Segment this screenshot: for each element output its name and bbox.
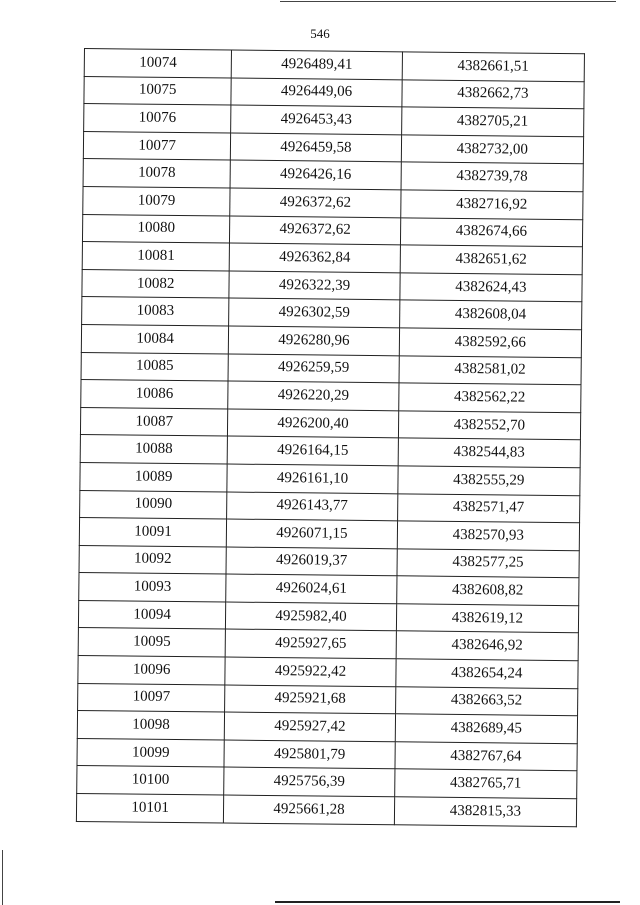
- y-coordinate-cell: 4382571,47: [397, 493, 580, 523]
- table-body: [76, 49, 584, 827]
- x-coordinate-cell: 4926164,15: [227, 436, 398, 465]
- x-coordinate-cell: 4926200,40: [228, 409, 399, 438]
- point-number-cell: 10085: [81, 352, 229, 381]
- point-number-cell: 10081: [82, 242, 230, 271]
- point-number-cell: 10089: [80, 462, 228, 491]
- y-coordinate-cell: 4382651,62: [400, 245, 583, 275]
- point-number-cell: 10076: [84, 104, 232, 133]
- point-number-cell: 10084: [81, 324, 229, 353]
- x-coordinate-cell: 4926362,84: [229, 243, 400, 272]
- x-coordinate-cell: 4926280,96: [229, 326, 400, 355]
- x-coordinate-cell: 4925661,28: [224, 795, 395, 824]
- point-number-cell: 10096: [78, 656, 226, 685]
- y-coordinate-cell: 4382624,43: [400, 273, 583, 303]
- x-coordinate-cell: 4926372,62: [230, 216, 401, 245]
- point-number-cell: 10087: [80, 407, 228, 436]
- y-coordinate-cell: 4382552,70: [398, 411, 581, 441]
- x-coordinate-cell: 4926161,10: [227, 464, 398, 493]
- x-coordinate-cell: 4926259,59: [228, 354, 399, 383]
- x-coordinate-cell: 4925801,79: [224, 740, 395, 769]
- y-coordinate-cell: 4382732,00: [401, 135, 584, 165]
- y-coordinate-cell: 4382570,93: [397, 521, 580, 551]
- x-coordinate-cell: 4926322,39: [229, 271, 400, 300]
- x-coordinate-cell: 4926426,16: [230, 160, 401, 189]
- point-number-cell: 10080: [82, 214, 230, 243]
- x-coordinate-cell: 4925756,39: [224, 767, 395, 796]
- y-coordinate-cell: 4382619,12: [396, 604, 579, 634]
- x-coordinate-cell: 4925921,68: [225, 685, 396, 714]
- x-coordinate-cell: 4926220,29: [228, 381, 399, 410]
- y-coordinate-cell: 4382689,45: [395, 714, 578, 744]
- top-edge-rule: [280, 1, 616, 2]
- y-coordinate-cell: 4382555,29: [398, 466, 581, 496]
- x-coordinate-cell: 4925922,42: [225, 657, 396, 686]
- y-coordinate-cell: 4382608,82: [396, 576, 579, 606]
- left-edge-rule: [2, 850, 3, 905]
- x-coordinate-cell: 4926459,58: [231, 133, 402, 162]
- x-coordinate-cell: 4926071,15: [227, 519, 398, 548]
- x-coordinate-cell: 4925927,42: [225, 712, 396, 741]
- x-coordinate-cell: 4926372,62: [230, 188, 401, 217]
- y-coordinate-cell: 4382663,52: [395, 686, 578, 716]
- x-coordinate-cell: 4925982,40: [226, 602, 397, 631]
- point-number-cell: 10095: [78, 628, 226, 657]
- point-number-cell: 10092: [79, 545, 227, 574]
- point-number-cell: 10079: [83, 186, 231, 215]
- y-coordinate-cell: 4382562,22: [398, 383, 581, 413]
- point-number-cell: 10088: [80, 435, 228, 464]
- y-coordinate-cell: 4382662,73: [402, 79, 585, 109]
- point-number-cell: 10099: [77, 738, 225, 767]
- y-coordinate-cell: 4382608,04: [399, 300, 582, 330]
- table-row: [76, 793, 576, 826]
- point-number-cell: 10083: [82, 297, 230, 326]
- point-number-cell: 10078: [83, 159, 231, 188]
- x-coordinate-cell: 4926024,61: [226, 574, 397, 603]
- y-coordinate-cell: 4382765,71: [394, 769, 577, 799]
- y-coordinate-cell: 4382705,21: [401, 107, 584, 137]
- y-coordinate-cell: 4382674,66: [400, 217, 583, 247]
- x-coordinate-cell: 4925927,65: [225, 629, 396, 658]
- y-coordinate-cell: 4382661,51: [402, 52, 585, 82]
- y-coordinate-cell: 4382767,64: [395, 742, 578, 772]
- point-number-cell: 10098: [77, 711, 225, 740]
- point-number-cell: 10091: [79, 518, 227, 547]
- y-coordinate-cell: 4382544,83: [398, 438, 581, 468]
- point-number-cell: 10101: [76, 793, 224, 822]
- point-number-cell: 10086: [81, 380, 229, 409]
- point-number-cell: 10094: [78, 600, 226, 629]
- x-coordinate-cell: 4926302,59: [229, 298, 400, 327]
- x-coordinate-cell: 4926143,77: [227, 492, 398, 521]
- point-number-cell: 10075: [84, 76, 232, 105]
- point-number-cell: 10100: [77, 766, 225, 795]
- coordinates-table: [76, 48, 585, 827]
- page-number: 546: [310, 26, 330, 41]
- point-number-cell: 10090: [80, 490, 228, 519]
- y-coordinate-cell: 4382581,02: [399, 355, 582, 385]
- bottom-edge-rule: [275, 901, 620, 903]
- x-coordinate-cell: 4926019,37: [226, 547, 397, 576]
- y-coordinate-cell: 4382815,33: [394, 797, 577, 827]
- point-number-cell: 10082: [82, 269, 230, 298]
- y-coordinate-cell: 4382577,25: [397, 548, 580, 578]
- point-number-cell: 10074: [84, 49, 232, 78]
- x-coordinate-cell: 4926449,06: [231, 78, 402, 107]
- y-coordinate-cell: 4382592,66: [399, 328, 582, 358]
- y-coordinate-cell: 4382654,24: [396, 659, 579, 689]
- point-number-cell: 10097: [78, 683, 226, 712]
- y-coordinate-cell: 4382646,92: [396, 631, 579, 661]
- point-number-cell: 10093: [79, 573, 227, 602]
- x-coordinate-cell: 4926489,41: [232, 50, 403, 79]
- y-coordinate-cell: 4382739,78: [401, 162, 584, 192]
- y-coordinate-cell: 4382716,92: [400, 190, 583, 220]
- x-coordinate-cell: 4926453,43: [231, 105, 402, 134]
- point-number-cell: 10077: [83, 131, 231, 160]
